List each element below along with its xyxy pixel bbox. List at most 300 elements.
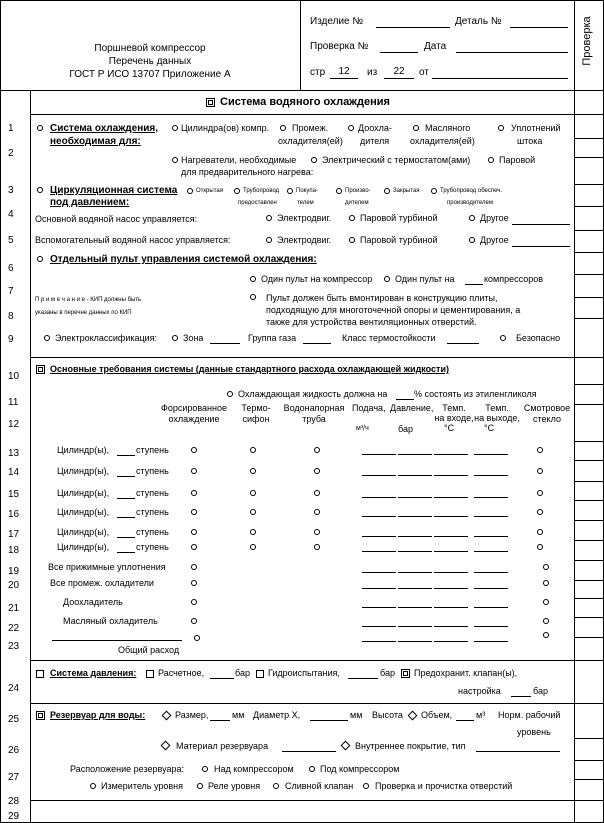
value-field[interactable] (362, 626, 396, 627)
col-tin-unit: °С (444, 423, 455, 433)
side-cell-line (575, 598, 603, 599)
total-radio[interactable] (194, 635, 200, 641)
panel-note: П р и м е ч а н и е - КИП должны быть (35, 297, 142, 303)
panel-per-radio[interactable] (384, 276, 390, 282)
panel-radio[interactable] (37, 256, 43, 262)
aux-pump-other-radio[interactable] (469, 237, 475, 243)
reservoir-diameter-mm: мм (350, 710, 363, 720)
value-field[interactable] (434, 475, 468, 476)
row-number: 28 (8, 796, 20, 807)
circ-pipe-maker-radio[interactable] (431, 188, 437, 194)
reservoir-label: Резервуар для воды: (50, 710, 146, 720)
check-number-field[interactable] (380, 52, 418, 53)
side-cell-line (575, 460, 603, 461)
summary-row-label: Все промеж. охладители (50, 578, 154, 588)
reservoir-coating-field[interactable] (476, 751, 560, 752)
value-field[interactable] (398, 588, 432, 589)
value-field[interactable] (474, 536, 508, 537)
row-number: 27 (8, 772, 20, 783)
aux-pump-label: Вспомогательный водяной насос управляется: (35, 235, 231, 245)
row-number: 6 (8, 263, 14, 274)
value-field[interactable] (474, 551, 508, 552)
total-value-field[interactable] (398, 641, 432, 642)
opt-cylinders-radio[interactable] (172, 125, 178, 131)
value-field[interactable] (434, 454, 468, 455)
forced-radio[interactable] (191, 544, 197, 550)
title-line-2: Перечень данных (108, 56, 192, 67)
circ-buyer-label-2: телем (297, 200, 314, 206)
col-pressure: Давление, (390, 403, 434, 413)
relief-setting-bar: бар (533, 686, 548, 696)
value-field[interactable] (434, 497, 468, 498)
frame-top (0, 0, 604, 1)
heater-steam-radio[interactable] (488, 157, 494, 163)
date-label: Дата (424, 41, 447, 52)
panel-mount-radio[interactable] (250, 294, 256, 300)
thermo-radio[interactable] (250, 529, 256, 535)
side-cell-line (575, 637, 603, 638)
value-field[interactable] (398, 626, 432, 627)
reservoir-diameter-field[interactable] (310, 720, 348, 721)
opt-seals-label-2: штока (517, 136, 543, 146)
side-cell-line (575, 520, 603, 521)
main-pump-label: Основной водяной насос управляется: (35, 214, 198, 224)
value-field[interactable] (474, 516, 508, 517)
row-number: 2 (8, 148, 14, 159)
page-from: от (419, 67, 429, 78)
forced-radio[interactable] (191, 599, 197, 605)
value-field[interactable] (398, 454, 432, 455)
reservoir-volume-m3: м³ (476, 710, 486, 720)
relief-valve-checkbox[interactable] (401, 669, 410, 678)
panel-one-radio[interactable] (250, 276, 256, 282)
value-field[interactable] (434, 536, 468, 537)
side-cell-line (575, 617, 603, 618)
reservoir-material-diamond[interactable] (161, 741, 171, 751)
row-number: 16 (8, 509, 20, 520)
pressure-system-label: Система давления: (50, 668, 137, 678)
opt-oilcooler-label-2: охладителя(ей) (410, 136, 475, 146)
cylinder-row-label: Цилиндр(ы), (57, 527, 110, 537)
sight-glass-radio[interactable] (537, 544, 543, 550)
circ-buyer-radio[interactable] (287, 188, 293, 194)
side-cell-line (575, 660, 603, 661)
date-field[interactable] (456, 52, 568, 53)
reservoir-volume-label: Объем, (421, 710, 453, 720)
side-cell-line (575, 157, 603, 158)
glycol-radio[interactable] (227, 391, 233, 397)
summary-row-label: Все прижимные уплотнения (48, 562, 166, 572)
circ-maker-label-2: дителем (345, 200, 369, 206)
circ-closed-radio[interactable] (384, 188, 390, 194)
value-field[interactable] (474, 588, 508, 589)
value-field[interactable] (398, 497, 432, 498)
value-field[interactable] (362, 607, 396, 608)
aux-pump-motor-radio[interactable] (266, 237, 272, 243)
aux-pump-turbine-label: Паровой турбиной (360, 235, 438, 245)
cylinder-stage-field[interactable] (117, 476, 135, 477)
gas-group-field[interactable] (303, 343, 331, 344)
reservoir-height-label: Высота (372, 710, 403, 720)
cylinder-row-label: Цилиндр(ы), (57, 542, 110, 552)
circ-open-radio[interactable] (187, 188, 193, 194)
col-glass: Смотровое (523, 403, 571, 413)
side-cell-line (575, 138, 603, 139)
total-field[interactable] (52, 640, 182, 641)
reservoir-norm-label-2: уровень (517, 727, 551, 737)
level-gauge-radio[interactable] (90, 783, 96, 789)
safe-label: Безопасно (516, 333, 561, 343)
inspection-radio[interactable] (363, 783, 369, 789)
value-field[interactable] (362, 516, 396, 517)
reservoir-size-label: Размер, (175, 710, 209, 720)
circulation-label: Циркуляционная система (50, 185, 178, 196)
row-number: 1 (8, 123, 14, 134)
value-field[interactable] (362, 536, 396, 537)
thermo-radio[interactable] (250, 490, 256, 496)
value-field[interactable] (434, 572, 468, 573)
head-radio[interactable] (314, 529, 320, 535)
side-cell-line (575, 252, 603, 253)
location-above-radio[interactable] (202, 766, 208, 772)
value-field[interactable] (474, 475, 508, 476)
side-check-label: Проверка (581, 16, 593, 66)
panel-per-suffix: компрессоров (484, 274, 544, 284)
value-field[interactable] (474, 572, 508, 573)
safe-radio[interactable] (500, 335, 506, 341)
sight-glass-radio[interactable] (537, 447, 543, 453)
page-current: 12 (338, 66, 350, 77)
value-field[interactable] (362, 475, 396, 476)
value-field[interactable] (362, 497, 396, 498)
forced-radio[interactable] (191, 529, 197, 535)
cylinder-row-label: Цилиндр(ы), (57, 488, 110, 498)
side-cell-line (575, 114, 603, 115)
level-relay-radio[interactable] (197, 783, 203, 789)
page-of: из (367, 67, 378, 78)
reservoir-checkbox[interactable] (36, 711, 45, 720)
cylinder-stage-field[interactable] (117, 517, 135, 518)
circ-pipe-maker-label: Трубопровод обеспеч. (440, 188, 503, 194)
col-tout: Темп. (485, 403, 509, 413)
cooling-required-label: Система охлаждения, (50, 123, 158, 134)
reservoir-volume-field[interactable] (456, 720, 474, 721)
heaters-label: Нагреватели, необходимые (181, 155, 297, 165)
heater-electric-label: Электрический с термостатом(ами) (322, 155, 471, 165)
side-cell-line (575, 230, 603, 231)
thermo-radio[interactable] (250, 468, 256, 474)
value-field[interactable] (398, 475, 432, 476)
heater-electric-radio[interactable] (311, 157, 317, 163)
pressure-system-checkbox[interactable] (36, 670, 44, 678)
number-column-divider (30, 90, 31, 823)
opt-intercooler-radio[interactable] (280, 125, 286, 131)
row-number: 12 (8, 419, 20, 430)
panel-per-prefix: Один пульт на (395, 274, 455, 284)
cylinder-stage-field[interactable] (117, 455, 135, 456)
zone-label: Зона (183, 333, 204, 343)
value-field[interactable] (362, 454, 396, 455)
total-value-field[interactable] (474, 641, 508, 642)
col-thermo-2: сифон (242, 414, 270, 424)
side-cell-line (575, 760, 603, 761)
cylinder-row-label: Цилиндр(ы), (57, 466, 110, 476)
row-number: 9 (8, 334, 14, 345)
reservoir-coating-label: Внутреннее покрытие, тип (355, 741, 466, 751)
sight-glass-radio[interactable] (543, 580, 549, 586)
summary-row-label: Масляный охладитель (63, 616, 158, 626)
value-field[interactable] (398, 551, 432, 552)
reservoir-size-field[interactable] (210, 720, 230, 721)
pressure-hydro-bar: бар (380, 668, 395, 678)
forced-radio[interactable] (191, 447, 197, 453)
glycol-prefix: Охлаждающая жидкость должна на (238, 389, 388, 399)
aux-pump-other-field[interactable] (512, 246, 570, 247)
section-break-2 (30, 660, 575, 661)
main-pump-turbine-radio[interactable] (349, 215, 355, 221)
col-flow-unit: м³/ч (356, 425, 369, 432)
col-tin: Темп. (442, 403, 466, 413)
head-radio[interactable] (314, 468, 320, 474)
reservoir-location-label: Расположение резервуара: (70, 764, 185, 774)
opt-intercooler-label: Промеж. (292, 123, 329, 133)
section-break-1 (30, 357, 575, 358)
summary-row-label: Доохладитель (63, 597, 123, 607)
glycol-suffix: % состоять из этиленгликоля (414, 389, 537, 399)
col-head: Водонапорная (283, 403, 345, 413)
panel-mount-label-2: подходящую для многоточечной опоры и цементирования, а (266, 305, 521, 315)
side-cell-line (575, 560, 603, 561)
cylinder-stage-field[interactable] (117, 498, 135, 499)
elec-class-radio[interactable] (44, 335, 50, 341)
row-number: 24 (8, 683, 20, 694)
value-field[interactable] (362, 572, 396, 573)
value-field[interactable] (474, 454, 508, 455)
cooling-required-label-2: необходимая для: (50, 136, 141, 147)
col-tin-2: на входе, (434, 413, 474, 423)
circ-maker-label: Произво- (345, 188, 371, 194)
circ-pipe-maker-label-2: производителем (447, 200, 493, 206)
inspection-label: Проверка и прочистка отверстий (375, 781, 513, 791)
page-total-line (384, 78, 414, 79)
zone-field[interactable] (210, 343, 240, 344)
cylinder-row-suffix: ступень (136, 445, 169, 455)
page-from-field[interactable] (432, 78, 568, 79)
thermo-radio[interactable] (250, 447, 256, 453)
sight-glass-radio[interactable] (543, 599, 549, 605)
glycol-field[interactable] (396, 399, 414, 400)
sight-glass-radio[interactable] (537, 468, 543, 474)
row-number: 11 (8, 397, 19, 408)
pressure-calc-field[interactable] (210, 678, 234, 679)
relief-valve-label: Предохранит. клапан(ы), (414, 668, 518, 678)
cylinder-row-label: Цилиндр(ы), (57, 445, 110, 455)
cylinder-row-suffix: ступень (136, 507, 169, 517)
circulation-radio[interactable] (37, 187, 43, 193)
cooling-required-radio[interactable] (37, 125, 43, 131)
panel-mount-label: Пульт должен быть вмонтирован в конструкцию плиты, (266, 293, 498, 303)
sight-glass-radio[interactable] (537, 490, 543, 496)
row-number: 4 (8, 209, 14, 220)
item-number-label: Изделие № (310, 16, 364, 27)
pressure-calc-checkbox[interactable] (146, 670, 154, 678)
elec-class-label: Электроклассификация: (55, 333, 158, 343)
row-number: 7 (8, 286, 14, 297)
relief-setting-label: настройка (458, 686, 501, 696)
row-number: 15 (8, 489, 20, 500)
value-field[interactable] (362, 588, 396, 589)
row-number: 26 (8, 745, 20, 756)
head-radio[interactable] (314, 490, 320, 496)
opt-oilcooler-label: Масляного (425, 123, 471, 133)
circ-pipe-label-2: предоставлен (238, 200, 277, 206)
frame-left (0, 0, 1, 823)
opt-intercooler-label-2: охладителя(ей) (278, 136, 343, 146)
detail-number-field[interactable] (510, 27, 568, 28)
opt-oilcooler-radio[interactable] (413, 125, 419, 131)
reservoir-size-mm: мм (232, 710, 245, 720)
row-number: 20 (8, 580, 20, 591)
cylinder-row-suffix: ступень (136, 466, 169, 476)
heaters-label-2: для предварительного нагрева: (181, 167, 314, 177)
circ-open-label: Открытая (196, 188, 223, 194)
cylinder-row-suffix: ступень (136, 527, 169, 537)
value-field[interactable] (434, 516, 468, 517)
section-checkbox[interactable] (206, 98, 215, 107)
heaters-radio[interactable] (172, 157, 178, 163)
value-field[interactable] (434, 607, 468, 608)
forced-radio[interactable] (191, 618, 197, 624)
relief-setting-field[interactable] (511, 696, 531, 697)
cylinder-stage-field[interactable] (117, 552, 135, 553)
pressure-calc-bar: бар (235, 668, 250, 678)
value-field[interactable] (434, 588, 468, 589)
value-field[interactable] (398, 536, 432, 537)
row-number: 8 (8, 311, 14, 322)
row-number: 5 (8, 235, 14, 246)
reservoir-material-label: Материал резервуара (176, 741, 269, 751)
zone-radio[interactable] (172, 335, 178, 341)
location-above-label: Над компрессором (214, 764, 294, 774)
section-break-3 (30, 703, 575, 704)
reservoir-coating-diamond[interactable] (341, 741, 351, 751)
title-line-3: ГОСТ Р ИСО 13707 Приложение А (69, 69, 231, 80)
side-cell-line (575, 184, 603, 185)
sight-glass-radio[interactable] (543, 564, 549, 570)
main-pump-other-radio[interactable] (469, 215, 475, 221)
head-radio[interactable] (314, 447, 320, 453)
row-number: 10 (8, 371, 20, 382)
reservoir-volume-diamond[interactable] (408, 711, 418, 721)
pressure-hydro-checkbox[interactable] (256, 670, 264, 678)
value-field[interactable] (434, 551, 468, 552)
thermo-radio[interactable] (250, 509, 256, 515)
requirements-checkbox[interactable] (36, 365, 45, 374)
row-number: 25 (8, 714, 20, 725)
forced-radio[interactable] (191, 564, 197, 570)
opt-aftercooler-radio[interactable] (348, 125, 354, 131)
pressure-hydro-field[interactable] (348, 678, 378, 679)
location-below-radio[interactable] (309, 766, 315, 772)
total-sight-glass-radio[interactable] (543, 632, 549, 638)
head-radio[interactable] (314, 509, 320, 515)
row-number: 19 (8, 566, 20, 577)
col-forced: Форсированное (160, 403, 228, 413)
temp-class-field[interactable] (447, 343, 479, 344)
side-cell-line (575, 404, 603, 405)
total-value-field[interactable] (362, 641, 396, 642)
col-head-2: труба (302, 414, 326, 424)
value-field[interactable] (474, 607, 508, 608)
row-number: 29 (8, 811, 20, 822)
main-pump-turbine-label: Паровой турбиной (360, 213, 438, 223)
total-value-field[interactable] (434, 641, 468, 642)
value-field[interactable] (474, 497, 508, 498)
opt-seals-radio[interactable] (498, 125, 504, 131)
header-divider (300, 0, 301, 90)
head-radio[interactable] (314, 544, 320, 550)
sight-glass-radio[interactable] (537, 509, 543, 515)
main-pump-other-field[interactable] (512, 224, 570, 225)
cylinder-row-suffix: ступень (136, 488, 169, 498)
value-field[interactable] (398, 516, 432, 517)
panel-per-field[interactable] (465, 284, 483, 285)
cylinder-stage-field[interactable] (117, 537, 135, 538)
value-field[interactable] (434, 626, 468, 627)
sight-glass-radio[interactable] (543, 618, 549, 624)
side-cell-line (575, 274, 603, 275)
section-break-4 (30, 800, 575, 801)
check-number-label: Проверка № (310, 41, 369, 52)
thermo-radio[interactable] (250, 544, 256, 550)
value-field[interactable] (474, 626, 508, 627)
opt-seals-label: Уплотнений (511, 123, 561, 133)
side-cell-line (575, 318, 603, 319)
value-field[interactable] (362, 551, 396, 552)
aux-pump-turbine-radio[interactable] (349, 237, 355, 243)
page-prefix: стр (310, 67, 326, 78)
side-column-divider (574, 0, 575, 823)
forced-radio[interactable] (191, 490, 197, 496)
row-number: 13 (8, 448, 20, 459)
reservoir-size-diamond[interactable] (162, 711, 172, 721)
title-line-1: Поршневой компрессор (94, 43, 206, 54)
side-cell-line (575, 800, 603, 801)
item-number-field[interactable] (376, 27, 450, 28)
section-title: Система водяного охлаждения (220, 96, 390, 108)
forced-radio[interactable] (191, 580, 197, 586)
side-cell-line (575, 500, 603, 501)
forced-radio[interactable] (191, 468, 197, 474)
drain-valve-label: Сливной клапан (285, 781, 354, 791)
side-cell-line (575, 441, 603, 442)
level-relay-label: Реле уровня (208, 781, 261, 791)
circ-pipe-radio[interactable] (234, 188, 240, 194)
forced-radio[interactable] (191, 509, 197, 515)
gas-group-label: Группа газа (248, 333, 297, 343)
reservoir-material-field[interactable] (282, 751, 336, 752)
drain-valve-radio[interactable] (273, 783, 279, 789)
value-field[interactable] (398, 607, 432, 608)
col-tout-unit: °С (484, 423, 495, 433)
value-field[interactable] (398, 572, 432, 573)
main-pump-motor-radio[interactable] (266, 215, 272, 221)
row-number: 23 (8, 641, 20, 652)
side-cell-line (575, 580, 603, 581)
sight-glass-radio[interactable] (537, 529, 543, 535)
circ-maker-radio[interactable] (336, 188, 342, 194)
heater-steam-label: Паровой (499, 155, 536, 165)
